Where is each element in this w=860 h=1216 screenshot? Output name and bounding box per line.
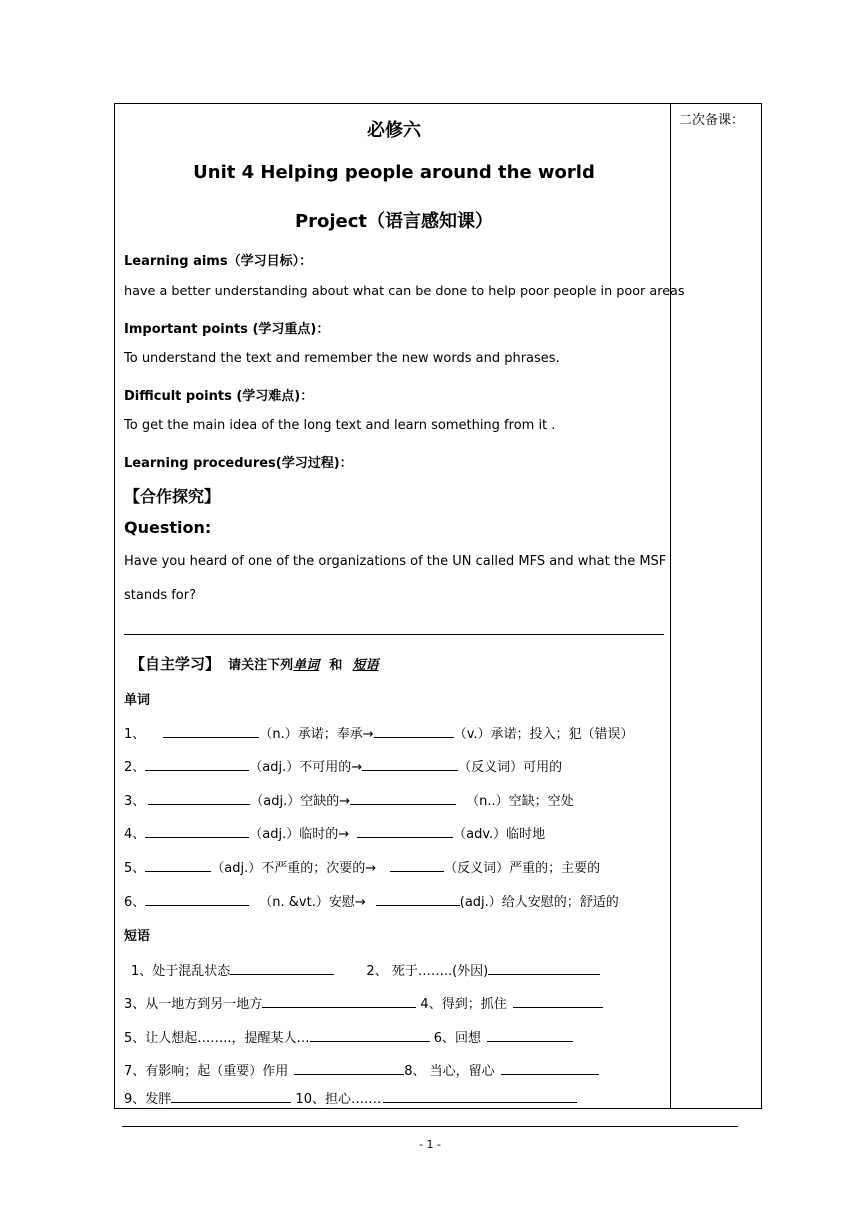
word-row-2 xyxy=(124,756,562,775)
word-3-number: 3、 xyxy=(124,794,146,809)
word-2-number: 2、 xyxy=(124,760,146,775)
word-6-number: 6、 xyxy=(124,895,146,910)
phrase-row-1 xyxy=(131,960,600,979)
column-divider xyxy=(670,104,671,1108)
word-5-blank-b[interactable] xyxy=(390,858,444,872)
word-row-1 xyxy=(124,723,634,742)
phrase-2-text: 2、 死于……..(外因) xyxy=(366,964,489,979)
important-text: To understand the text and remember the new words and phrases. xyxy=(124,351,560,366)
question-line-2: stands for? xyxy=(124,588,197,603)
section-rule xyxy=(124,634,664,635)
phrase-row-4 xyxy=(124,1060,599,1079)
difficult-label: Difficult points (学习难点)： xyxy=(124,389,314,404)
word-6-blank-a[interactable] xyxy=(145,892,249,906)
word-4-blank-b[interactable] xyxy=(357,824,453,838)
title-project: Project（语言感知课） xyxy=(294,211,494,232)
title-cn: 必修六 xyxy=(367,120,421,141)
phrase-7-text: 7、有影响；起（重要）作用 xyxy=(124,1064,289,1079)
word-row-6 xyxy=(124,891,619,910)
phrase-3-blank[interactable] xyxy=(262,994,416,1008)
word-1-blank-a[interactable] xyxy=(163,724,259,738)
word-2-blank-b[interactable] xyxy=(362,757,458,771)
word-1-number: 1、 xyxy=(124,727,146,742)
phrase-7-blank[interactable] xyxy=(294,1061,404,1075)
phrase-5-text: 5、让人想起……..，提醒某人… xyxy=(124,1031,310,1046)
phrase-4-blank[interactable] xyxy=(513,994,603,1008)
phrase-row-3 xyxy=(124,1027,573,1046)
phrase-9-text: 9、发胖 xyxy=(124,1092,172,1107)
phrase-4-text: 4、得到；抓住 xyxy=(420,997,507,1012)
phrase-2-blank[interactable] xyxy=(488,961,600,975)
words-label: 单词 xyxy=(124,693,151,708)
phrase-1-blank[interactable] xyxy=(230,961,334,975)
word-6-text-a: （n. &vt.）安慰→ xyxy=(259,895,366,910)
word-1-text-b: （v.）承诺；投入；犯（错误） xyxy=(453,727,634,742)
phrases-label: 短语 xyxy=(124,929,151,944)
question-line-1: Have you heard of one of the organizations of the UN called MFS and what the MSF xyxy=(124,554,667,569)
word-2-text-a: （adj.）不可用的→ xyxy=(249,760,363,775)
word-6-text-b: (adj.）给人安慰的；舒适的 xyxy=(459,895,619,910)
title-unit: Unit 4 Helping people around the world xyxy=(193,162,595,183)
word-4-text-a: （adj.）临时的→ xyxy=(249,827,350,842)
phrase-10-text: 10、担心……. xyxy=(295,1092,382,1107)
word-2-blank-a[interactable] xyxy=(145,757,249,771)
word-4-text-b: （adv.）临时地 xyxy=(453,827,546,842)
question-label: Question: xyxy=(124,518,212,537)
phrase-6-text: 6、回想 xyxy=(433,1031,481,1046)
phrase-9-blank[interactable] xyxy=(171,1089,291,1103)
aims-label: Learning aims（学习目标）： xyxy=(124,254,313,269)
footer-rule xyxy=(122,1126,738,1127)
phrase-1-text: 1、处于混乱状态 xyxy=(131,964,231,979)
word-3-text-a: （adj.）空缺的→ xyxy=(250,794,351,809)
important-label: Important points (学习重点)： xyxy=(124,322,330,337)
phrase-3-text: 3、从一地方到另一地方 xyxy=(124,997,263,1012)
self-study-heading-line xyxy=(130,653,379,674)
phrase-6-blank[interactable] xyxy=(487,1028,573,1042)
difficult-text: To get the main idea of the long text and learn something from it . xyxy=(124,418,556,433)
word-5-number: 5、 xyxy=(124,861,146,876)
word-row-3 xyxy=(124,790,574,809)
lesson-table xyxy=(114,103,762,1109)
phrase-5-blank[interactable] xyxy=(310,1028,430,1042)
word-3-blank-b[interactable] xyxy=(350,791,456,805)
page-number: - 1 - xyxy=(419,1138,441,1151)
word-3-blank-a[interactable] xyxy=(148,791,250,805)
word-5-blank-a[interactable] xyxy=(145,858,211,872)
phrase-row-2 xyxy=(124,993,603,1012)
word-2-text-b: （反义词）可用的 xyxy=(458,760,563,775)
phrase-row-5 xyxy=(124,1088,577,1107)
word-6-blank-b[interactable] xyxy=(376,892,460,906)
phrase-8-text: 8、 当心，留心 xyxy=(404,1064,495,1079)
self-study-prompt: 请关注下列 xyxy=(228,658,294,673)
self-study-word1: 单词 xyxy=(293,658,320,673)
word-1-text-a: （n.）承诺；奉承→ xyxy=(259,727,374,742)
word-4-number: 4、 xyxy=(124,827,146,842)
aims-text: have a better understanding about what can be done to help poor people in poor areas xyxy=(124,284,685,299)
self-study-word2: 短语 xyxy=(352,658,379,673)
word-row-4 xyxy=(124,823,545,842)
word-5-text-b: （反义词）严重的；主要的 xyxy=(444,861,601,876)
side-note-label: 二次备课： xyxy=(679,113,745,128)
phrase-8-blank[interactable] xyxy=(501,1061,599,1075)
word-1-blank-b[interactable] xyxy=(374,724,454,738)
self-study-heading: 【自主学习】 xyxy=(130,655,221,673)
procedures-label: Learning procedures(学习过程)： xyxy=(124,456,353,471)
phrase-10-blank[interactable] xyxy=(383,1089,577,1103)
word-3-text-b: （n..）空缺；空处 xyxy=(466,794,574,809)
word-row-5 xyxy=(124,857,600,876)
word-4-blank-a[interactable] xyxy=(145,824,249,838)
word-5-text-a: （adj.）不严重的；次要的→ xyxy=(211,861,377,876)
self-study-and: 和 xyxy=(329,658,343,673)
coop-heading: 【合作探究】 xyxy=(124,487,221,506)
